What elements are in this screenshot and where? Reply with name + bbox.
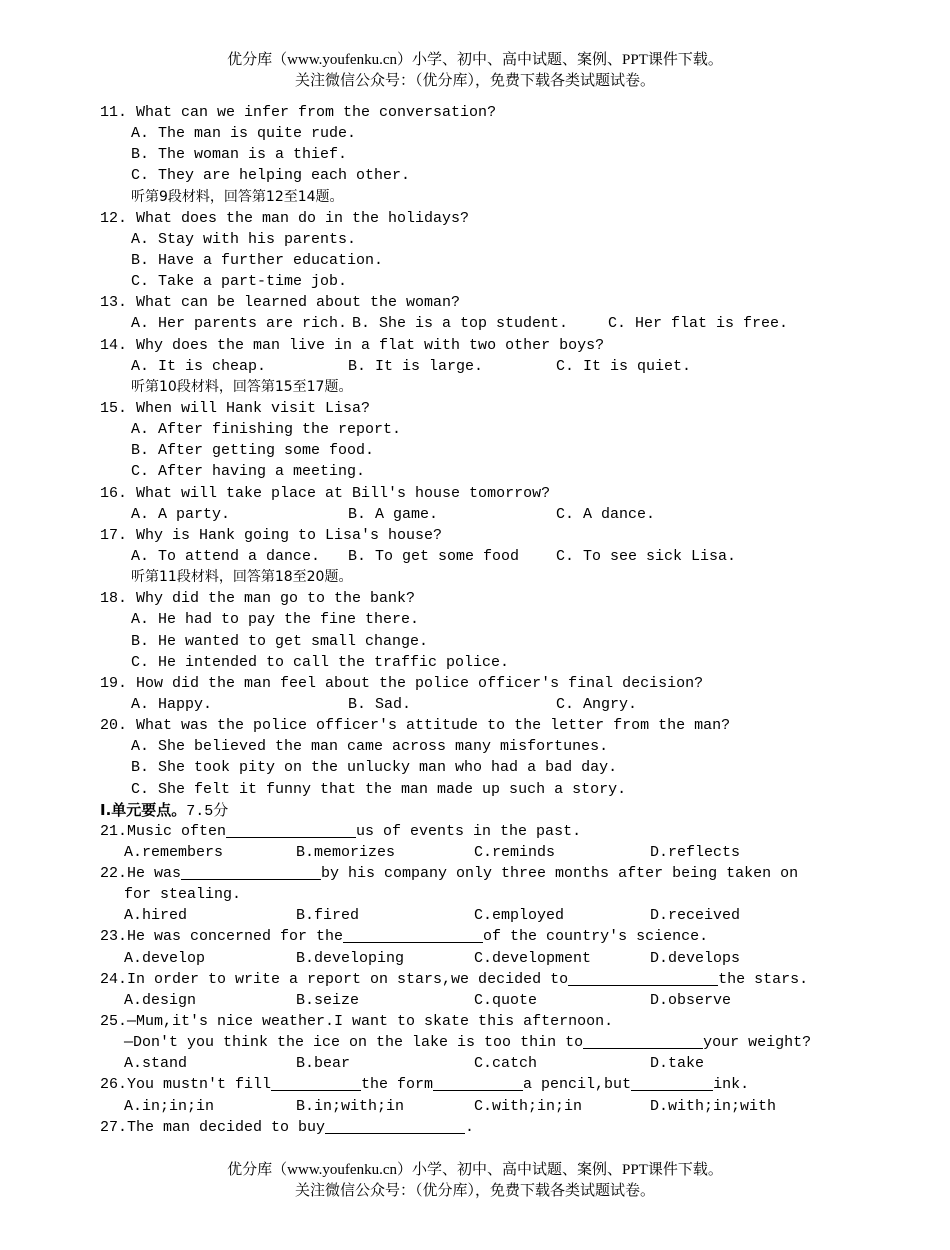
instruction-passage-11: 听第11段材料，回答第18至20题。 bbox=[131, 569, 353, 586]
q22-options bbox=[100, 905, 860, 926]
q23-option-d: D.develops bbox=[650, 949, 741, 967]
q11-option-a: A. The man is quite rude. bbox=[131, 125, 357, 143]
q18-option-c: C. He intended to call the traffic police. bbox=[131, 653, 510, 671]
q26-option-b: B.in;with;in bbox=[296, 1097, 405, 1115]
q27-blank bbox=[325, 1118, 465, 1134]
q26-stem bbox=[100, 1074, 860, 1095]
q23-option-c: C.development bbox=[474, 949, 592, 967]
q26-option-d: D.with;in;with bbox=[650, 1097, 777, 1115]
q26-text-before: 26.You mustn't fill bbox=[100, 1076, 272, 1094]
q22-blank bbox=[181, 864, 321, 880]
q12-option-c: C. Take a part-time job. bbox=[131, 273, 348, 291]
q22-stem bbox=[100, 863, 860, 884]
exam-body bbox=[100, 102, 860, 1138]
q15-option-a: A. After finishing the report. bbox=[131, 421, 402, 439]
q24-option-d: D.observe bbox=[650, 991, 732, 1009]
q23-option-a: A.develop bbox=[124, 949, 206, 967]
q26-option-c: C.with;in;in bbox=[474, 1097, 583, 1115]
q24-text-after: the stars. bbox=[718, 970, 809, 988]
q26-blank-2 bbox=[433, 1075, 523, 1091]
q21-option-a: A.remembers bbox=[124, 843, 224, 861]
q26-option-a: A.in;in;in bbox=[124, 1097, 215, 1115]
q17-option-a: A. To attend a dance. bbox=[131, 547, 321, 565]
q25-reply bbox=[100, 1032, 860, 1053]
q15-option-c: C. After having a meeting. bbox=[131, 463, 366, 481]
q13-options bbox=[100, 313, 860, 334]
q25-text-before: —Don't you think the ice on the lake is too thin to bbox=[124, 1034, 584, 1052]
q18-option-b: B. He wanted to get small change. bbox=[131, 632, 429, 650]
q18-stem: 18. Why did the man go to the bank? bbox=[100, 590, 416, 608]
q24-option-b: B.seize bbox=[296, 991, 360, 1009]
q25-options bbox=[100, 1053, 860, 1074]
q17-option-b: B. To get some food bbox=[348, 547, 520, 565]
q13-option-b: B. She is a top student. bbox=[352, 315, 569, 333]
footer-line-1: 优分库（www.youfenku.cn）小学、初中、高中试题、案例、PPT课件下载。 bbox=[227, 1162, 723, 1178]
q27-stem bbox=[100, 1117, 860, 1138]
q23-option-b: B.developing bbox=[296, 949, 405, 967]
instruction-passage-10: 听第10段材料，回答第15至17题。 bbox=[131, 378, 353, 395]
q23-text-after: of the country's science. bbox=[483, 928, 709, 946]
q26-text-middle-1: the form bbox=[361, 1076, 434, 1094]
q21-stem bbox=[100, 821, 860, 842]
section-title: Ⅰ.单元要点。 bbox=[100, 800, 187, 819]
q23-blank bbox=[343, 927, 483, 943]
q13-option-a: A. Her parents are rich. bbox=[131, 315, 348, 333]
q20-option-c: C. She felt it funny that the man made up such a story. bbox=[131, 780, 627, 798]
q23-stem bbox=[100, 926, 860, 947]
section-score: 7.5分 bbox=[186, 802, 229, 820]
q24-options bbox=[100, 990, 860, 1011]
q17-options bbox=[100, 546, 860, 567]
q15-option-b: B. After getting some food. bbox=[131, 442, 375, 460]
section-heading bbox=[100, 800, 860, 821]
q21-option-b: B.memorizes bbox=[296, 843, 396, 861]
q21-option-d: D.reflects bbox=[650, 843, 741, 861]
q24-option-c: C.quote bbox=[474, 991, 538, 1009]
q20-option-a: A. She believed the man came across many misfortunes. bbox=[131, 738, 609, 756]
q26-blank-3 bbox=[631, 1075, 713, 1091]
q22-option-c: C.employed bbox=[474, 907, 565, 925]
q14-stem: 14. Why does the man live in a flat with two other boys? bbox=[100, 336, 605, 354]
q17-option-c: C. To see sick Lisa. bbox=[556, 547, 737, 565]
q19-options bbox=[100, 694, 860, 715]
q21-text-before: 21.Music often bbox=[100, 822, 227, 840]
q11-stem: 11. What can we infer from the conversation? bbox=[100, 104, 497, 121]
q19-option-c: C. Angry. bbox=[556, 695, 638, 713]
header-line-1: 优分库（www.youfenku.cn）小学、初中、高中试题、案例、PPT课件下载。 bbox=[227, 52, 723, 68]
q17-stem: 17. Why is Hank going to Lisa's house? bbox=[100, 526, 443, 544]
q25-stem: 25.—Mum,it's nice weather.I want to skate this afternoon. bbox=[100, 1013, 614, 1031]
q11-option-b: B. The woman is a thief. bbox=[131, 146, 348, 164]
q20-option-b: B. She took pity on the unlucky man who had a bad day. bbox=[131, 759, 618, 777]
q13-stem: 13. What can be learned about the woman? bbox=[100, 294, 461, 312]
q24-stem bbox=[100, 969, 860, 990]
q16-option-a: A. A party. bbox=[131, 505, 231, 523]
q25-option-d: D.take bbox=[650, 1055, 705, 1073]
q14-option-b: B. It is large. bbox=[348, 357, 484, 375]
q16-option-c: C. A dance. bbox=[556, 505, 656, 523]
q23-options bbox=[100, 948, 860, 969]
q22-text-after: by his company only three months after being taken on bbox=[321, 865, 799, 883]
q21-text-after: us of events in the past. bbox=[356, 822, 582, 840]
q16-stem: 16. What will take place at Bill's house tomorrow? bbox=[100, 484, 551, 502]
q22-option-a: A.hired bbox=[124, 907, 188, 925]
q14-options bbox=[100, 356, 860, 377]
instruction-passage-9: 听第9段材料，回答第12至14题。 bbox=[131, 188, 344, 205]
q24-option-a: A.design bbox=[124, 991, 197, 1009]
q19-stem: 19. How did the man feel about the police officer's final decision? bbox=[100, 674, 704, 692]
q25-option-a: A.stand bbox=[124, 1055, 188, 1073]
page-header bbox=[0, 50, 950, 92]
q25-option-b: B.bear bbox=[296, 1055, 351, 1073]
q16-options bbox=[100, 504, 860, 525]
q12-stem: 12. What does the man do in the holidays? bbox=[100, 209, 470, 227]
q22-option-d: D.received bbox=[650, 907, 741, 925]
q26-text-middle-2: a pencil,but bbox=[523, 1076, 632, 1094]
q11-option-c: C. They are helping each other. bbox=[131, 167, 411, 185]
q26-blank-1 bbox=[271, 1075, 361, 1091]
q21-blank bbox=[226, 822, 356, 838]
q14-option-c: C. It is quiet. bbox=[556, 357, 692, 375]
q24-blank bbox=[568, 970, 718, 986]
q12-option-b: B. Have a further education. bbox=[131, 251, 384, 269]
q20-stem: 20. What was the police officer's attitude to the letter from the man? bbox=[100, 717, 731, 735]
q19-option-b: B. Sad. bbox=[348, 695, 412, 713]
q16-option-b: B. A game. bbox=[348, 505, 439, 523]
q14-option-a: A. It is cheap. bbox=[131, 357, 267, 375]
q21-options bbox=[100, 842, 860, 863]
q22-option-b: B.fired bbox=[296, 907, 360, 925]
page-footer bbox=[0, 1160, 950, 1202]
q24-text-before: 24.In order to write a report on stars,we decided to bbox=[100, 970, 569, 988]
q13-option-c: C. Her flat is free. bbox=[608, 315, 789, 333]
q22-stem-continued: for stealing. bbox=[124, 886, 242, 904]
q23-text-before: 23.He was concerned for the bbox=[100, 928, 344, 946]
q21-option-c: C.reminds bbox=[474, 843, 556, 861]
q12-option-a: A. Stay with his parents. bbox=[131, 230, 357, 248]
header-line-2: 关注微信公众号：（优分库），免费下载各类试题试卷。 bbox=[294, 73, 655, 89]
q25-option-c: C.catch bbox=[474, 1055, 538, 1073]
q26-options bbox=[100, 1096, 860, 1117]
footer-line-2: 关注微信公众号：（优分库），免费下载各类试题试卷。 bbox=[294, 1183, 655, 1199]
q25-text-after: your weight? bbox=[703, 1034, 812, 1052]
q27-text-before: 27.The man decided to buy bbox=[100, 1118, 326, 1136]
q18-option-a: A. He had to pay the fine there. bbox=[131, 611, 420, 629]
q27-text-after: . bbox=[465, 1118, 475, 1136]
q26-text-after: ink. bbox=[713, 1076, 750, 1094]
q22-text-before: 22.He was bbox=[100, 865, 182, 883]
q25-blank bbox=[583, 1033, 703, 1049]
q19-option-a: A. Happy. bbox=[131, 695, 213, 713]
q15-stem: 15. When will Hank visit Lisa? bbox=[100, 399, 371, 417]
